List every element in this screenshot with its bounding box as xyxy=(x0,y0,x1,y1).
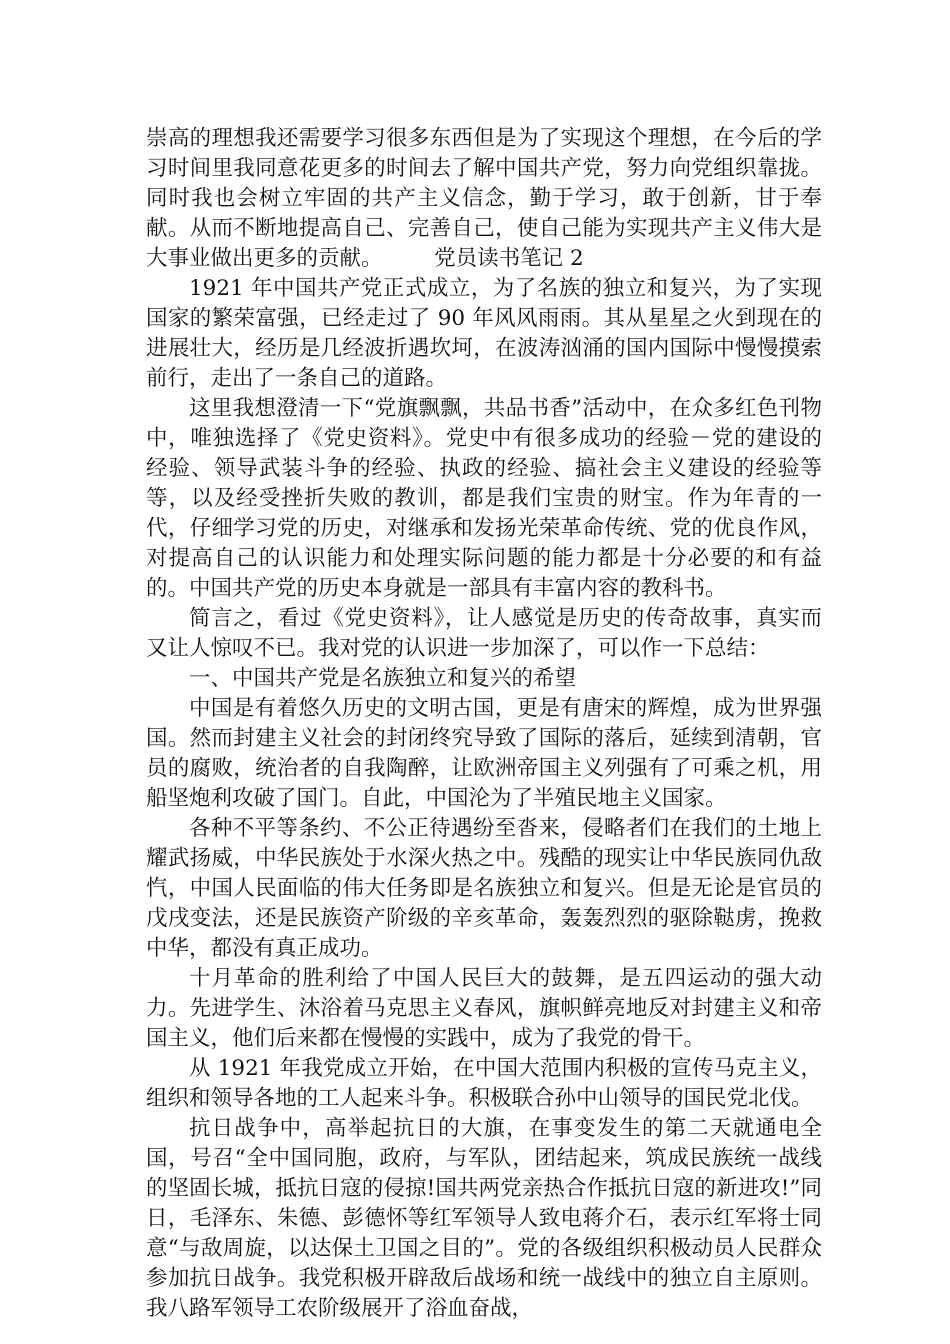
paragraph: 抗日战争中，高举起抗日的大旗，在事变发生的第二天就通电全国，号召“全中国同胞，政府，与军队，团结起来，筑成民族统一战线的坚固长城，抵抗日寇的侵掠!国共两党亲热合作抵抗日寇的新进攻!”同日，毛泽东、朱德、彭德怀等红军领导人致电蒋介石，表示红军将士同意“与敌周旋，以达保土卫国之目的”。党的各级组织积极动员人民群众参加抗日战争。我党积极开辟敌后战场和统一战线中的独立自主原则。我八路军领导工农阶级展开了浴血奋战， xyxy=(146,1116,822,1321)
intro-text: 崇高的理想我还需要学习很多东西但是为了实现这个理想，在今后的学习时间里我同意花更多的时间去了解中国共产党，努力向党组织靠拢。同时我也会树立牢固的共产主义信念，勤于学习，敢于创新，甘于奉献。从而不断地提高自己、完善自己，使自己能为实现共产主义伟大是大事业做出更多的贡献。 xyxy=(146,126,822,271)
paragraph: 从 1921 年我党成立开始，在中国大范围内积极的宣传马克主义，组织和领导各地的工人起来斗争。积极联合孙中山领导的国民党北伐。 xyxy=(146,1056,822,1111)
paragraph: 1921 年中国共产党正式成立，为了名族的独立和复兴，为了实现国家的繁荣富强，已经走过了 90 年风风雨雨。其从星星之火到现在的进展壮大，经历是几经波折遇坎坷，在波涛汹涌的国内国际中慢慢摸索前行，走出了一条自己的道路。 xyxy=(146,276,822,391)
section-title: 党员读书笔记 2 xyxy=(434,246,584,271)
paragraph: 简言之，看过《党史资料》，让人感觉是历史的传奇故事，真实而又让人惊叹不已。我对党的认识进一步加深了，可以作一下总结： xyxy=(146,606,822,661)
section-heading: 一、中国共产党是名族独立和复兴的希望 xyxy=(189,666,577,691)
paragraph: 各种不平等条约、不公正待遇纷至沓来，侵略者们在我们的土地上耀武扬威，中华民族处于水深火热之中。残酷的现实让中华民族同仇敌忾，中国人民面临的伟大任务即是名族独立和复兴。但是无论是官员的戊戌变法，还是民族资产阶级的辛亥革命，轰轰烈烈的驱除鞑虏，挽救中华，都没有真正成功。 xyxy=(146,816,822,961)
document-page xyxy=(146,124,822,1324)
intro-paragraph xyxy=(146,124,822,274)
paragraph: 中国是有着悠久历史的文明古国，更是有唐宋的辉煌，成为世界强国。然而封建主义社会的封闭终究导致了国际的落后，延续到清朝，官员的腐败，统治者的自我陶醉，让欧洲帝国主义列强有了可乘之机，用船坚炮利攻破了国门。自此，中国沦为了半殖民地主义国家。 xyxy=(146,696,822,811)
paragraph: 十月革命的胜利给了中国人民巨大的鼓舞，是五四运动的强大动力。先进学生、沐浴着马克思主义春风，旗帜鲜亮地反对封建主义和帝国主义，他们后来都在慢慢的实践中，成为了我党的骨干。 xyxy=(146,966,822,1051)
paragraph: 这里我想澄清一下“党旗飘飘，共品书香”活动中，在众多红色刊物中，唯独选择了《党史资料》。党史中有很多成功的经验－党的建设的经验、领导武装斗争的经验、执政的经验、搞社会主义建设的经验等等，以及经受挫折失败的教训，都是我们宝贵的财宝。作为年青的一代，仔细学习党的历史，对继承和发扬光荣革命传统、党的优良作风，对提高自己的认识能力和处理实际问题的能力都是十分必要的和有益的。中国共产党的历史本身就是一部具有丰富内容的教科书。 xyxy=(146,396,822,601)
